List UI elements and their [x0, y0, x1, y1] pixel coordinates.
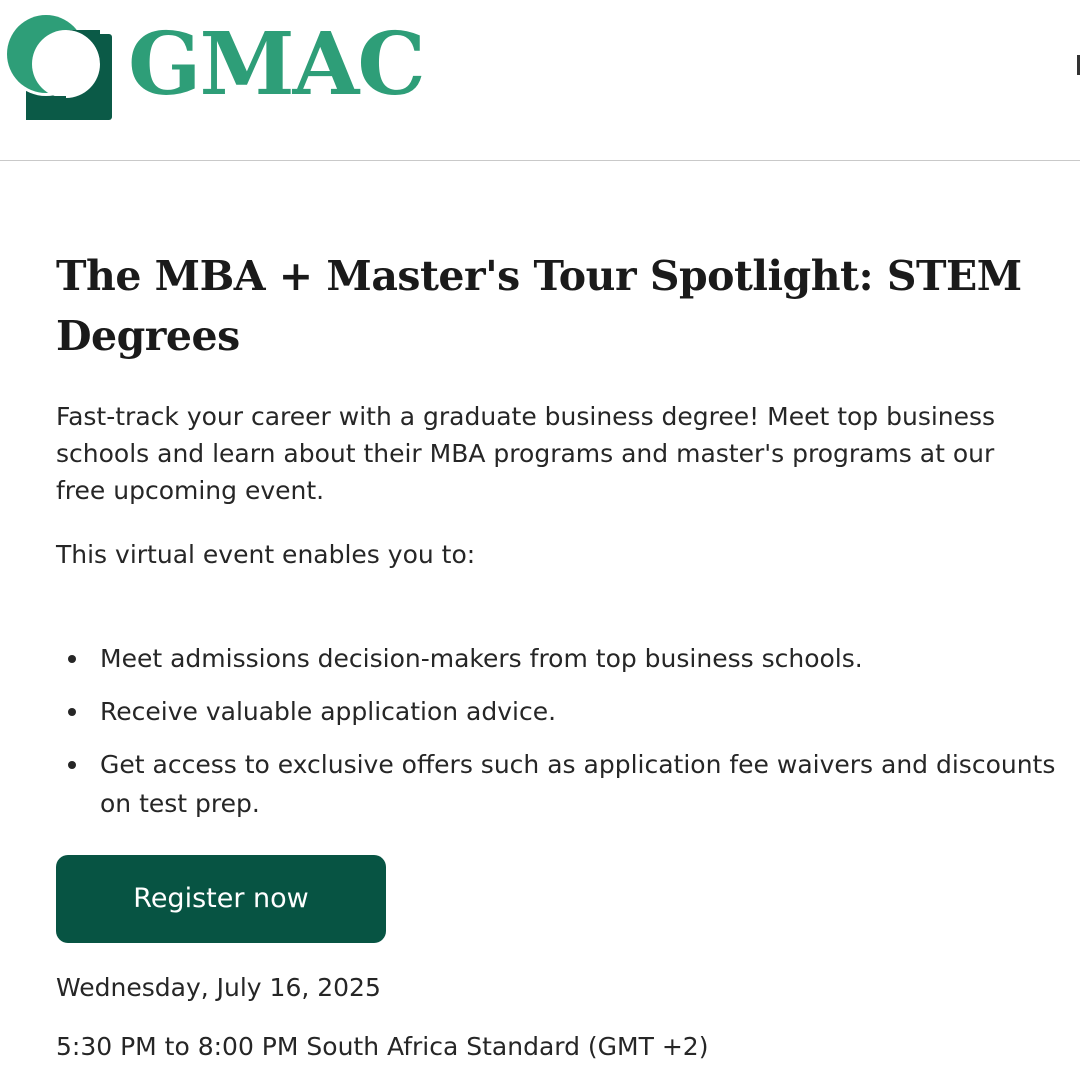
event-title: The MBA + Master's Tour Spotlight: STEM Degrees	[56, 252, 1022, 360]
benefits-list	[56, 639, 1066, 823]
bullet-icon	[68, 708, 76, 716]
enables-heading: This virtual event enables you to:	[56, 540, 476, 569]
header	[0, 0, 1080, 161]
register-button[interactable]: Register now	[56, 855, 386, 943]
gmac-logo-icon	[4, 12, 114, 122]
benefit-item	[56, 639, 1060, 678]
benefit-text: Meet admissions decision-makers from top business schools.	[100, 644, 863, 673]
event-time: 5:30 PM to 8:00 PM South Africa Standard (GMT +2)	[56, 1032, 709, 1061]
event-intro: Fast-track your career with a graduate business degree! Meet top business schools and learn about their MBA programs and master's programs at our free upcoming event.	[56, 402, 996, 505]
benefit-text: Receive valuable application advice.	[100, 697, 557, 726]
benefit-text: Get access to exclusive offers such as application fee waivers and discounts on test prep.	[100, 750, 1056, 818]
benefit-item	[56, 692, 1060, 731]
gmac-logo-text: GMAC	[128, 14, 424, 115]
benefit-item	[56, 745, 1060, 823]
event-content	[56, 246, 1066, 1065]
bullet-icon	[68, 655, 76, 663]
bullet-icon	[68, 761, 76, 769]
event-date: Wednesday, July 16, 2025	[56, 973, 381, 1002]
